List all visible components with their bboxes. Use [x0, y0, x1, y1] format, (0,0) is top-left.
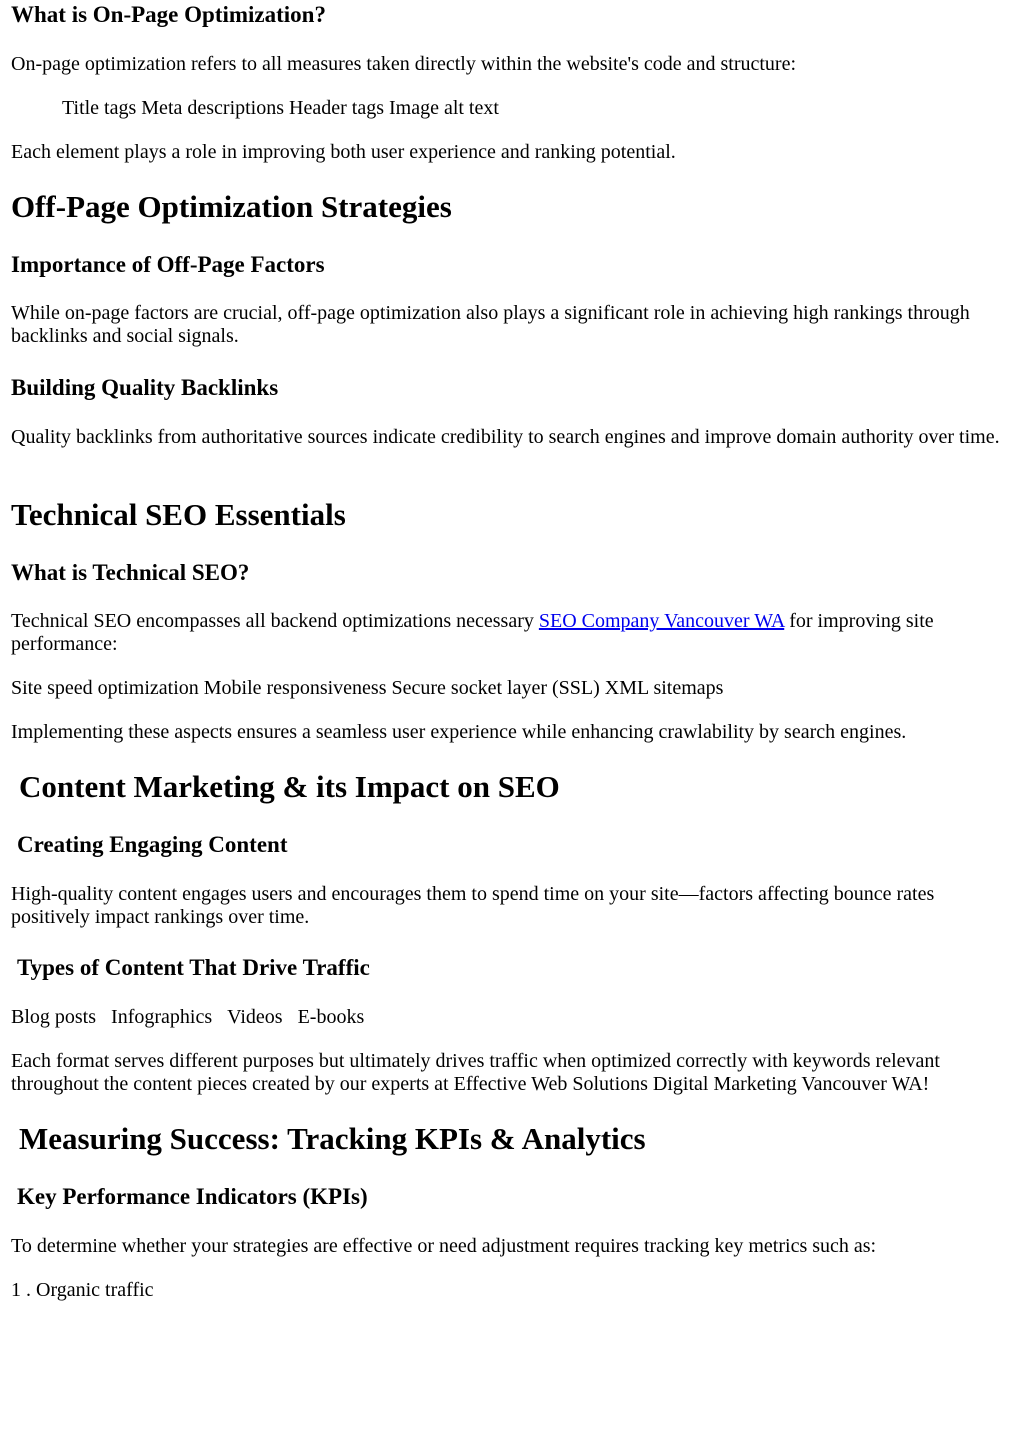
on-page-outro: Each element plays a role in improving both user experience and ranking potential.	[11, 141, 676, 163]
content-type-item: Blog posts	[11, 1006, 97, 1028]
content-types-list	[11, 1006, 1006, 1029]
heading-measuring-success: Measuring Success: Tracking KPIs & Analytics	[19, 1121, 646, 1156]
seo-company-link[interactable]: SEO Company Vancouver WA	[538, 610, 785, 632]
content-type-item: Infographics	[111, 1006, 213, 1028]
heading-what-is-technical: What is Technical SEO?	[11, 560, 250, 585]
heading-backlinks: Building Quality Backlinks	[11, 375, 279, 400]
technical-outro: Implementing these aspects ensures a seamless user experience while enhancing crawlability by search engines.	[11, 721, 907, 743]
technical-intro	[11, 610, 1006, 656]
content-formats-text: Each format serves different purposes but ultimately drives traffic when optimized correctly with keywords relevant throughout the content pieces created by our experts at Effective Web Solutions Digital Marketing Vancouver WA!	[11, 1050, 940, 1095]
content-type-item: E-books	[297, 1006, 365, 1028]
heading-on-page: What is On-Page Optimization?	[11, 2, 326, 27]
on-page-intro: On-page optimization refers to all measures taken directly within the website's code and structure:	[11, 53, 797, 75]
heading-content-marketing: Content Marketing & its Impact on SEO	[19, 769, 560, 804]
heading-kpis: Key Performance Indicators (KPIs)	[17, 1184, 368, 1209]
off-page-factors-text: While on-page factors are crucial, off-page optimization also plays a significant role in achieving high rankings through backlinks and social signals.	[11, 302, 970, 347]
heading-off-page: Off-Page Optimization Strategies	[11, 189, 452, 224]
on-page-items: Title tags Meta descriptions Header tags Image alt text	[62, 97, 499, 119]
heading-technical-seo: Technical SEO Essentials	[11, 497, 346, 532]
heading-engaging-content: Creating Engaging Content	[17, 832, 288, 857]
heading-content-types: Types of Content That Drive Traffic	[17, 955, 370, 980]
technical-intro-after: for improving site performance:	[11, 610, 934, 655]
kpi-item-organic-traffic: 1 . Organic traffic	[11, 1279, 154, 1301]
engaging-content-text: High-quality content engages users and encourages them to spend time on your site—factors affecting bounce rates positively impact rankings over time.	[11, 883, 935, 928]
technical-items: Site speed optimization Mobile responsiveness Secure socket layer (SSL) XML sitemaps	[11, 677, 724, 699]
backlinks-text: Quality backlinks from authoritative sources indicate credibility to search engines and improve domain authority over time.	[11, 426, 1000, 448]
kpis-text: To determine whether your strategies are effective or need adjustment requires tracking key metrics such as:	[11, 1235, 877, 1257]
technical-intro-before: Technical SEO encompasses all backend optimizations necessary	[11, 610, 539, 632]
content-type-item: Videos	[227, 1006, 283, 1028]
heading-off-page-factors: Importance of Off-Page Factors	[11, 252, 325, 277]
